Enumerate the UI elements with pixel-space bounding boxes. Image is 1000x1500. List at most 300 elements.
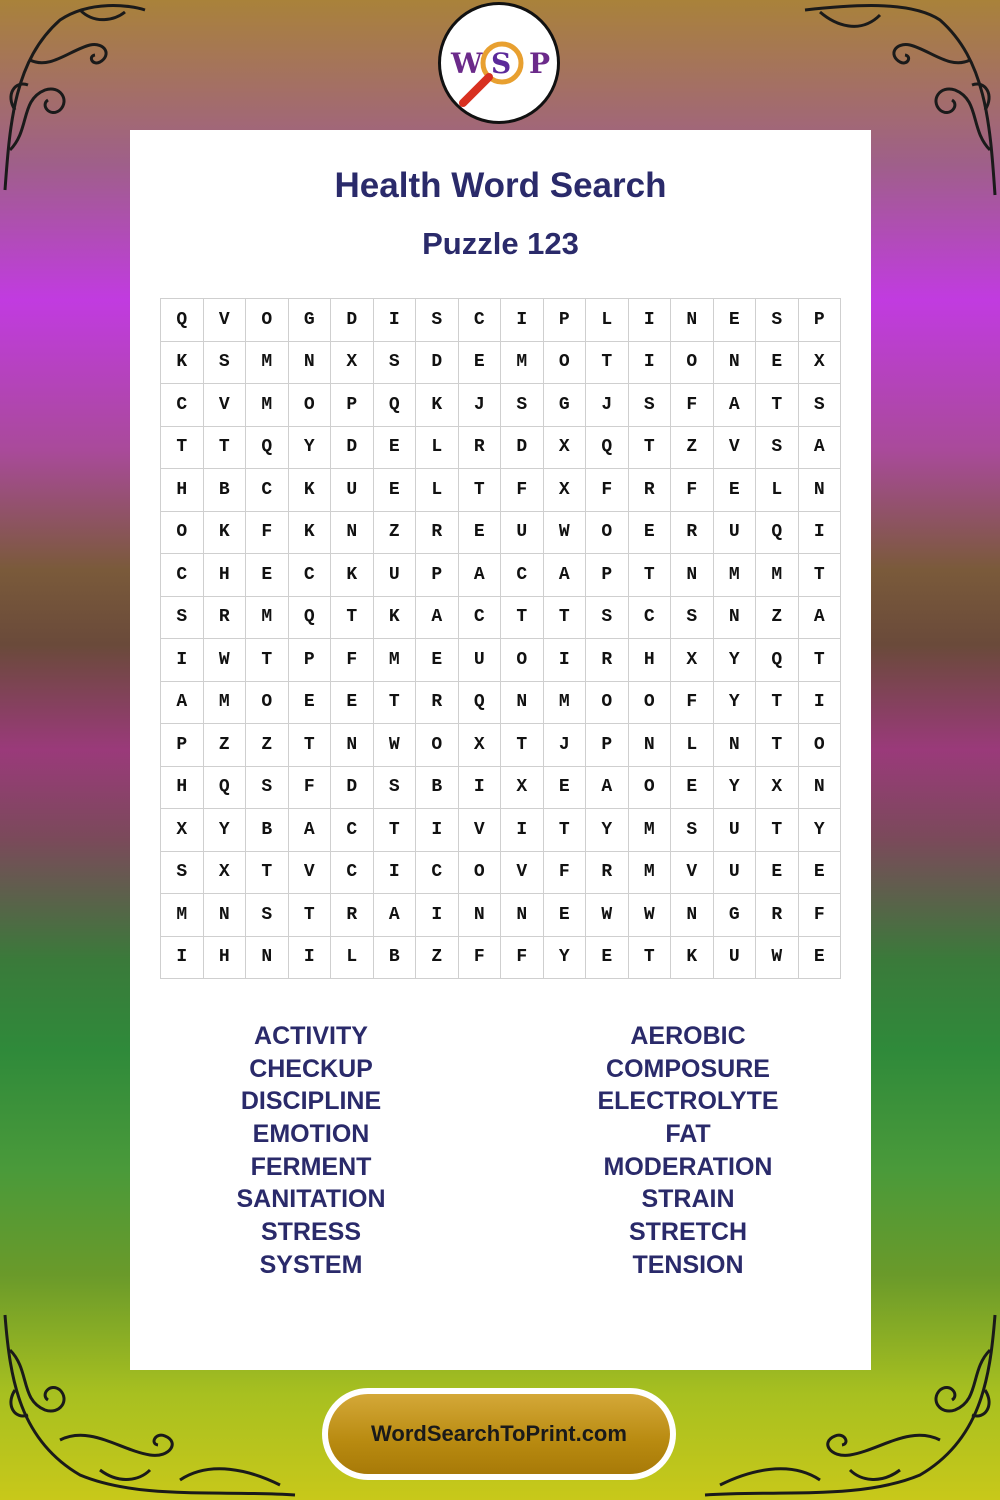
grid-cell[interactable]: O — [501, 639, 544, 682]
grid-cell[interactable]: P — [543, 299, 586, 342]
grid-cell[interactable]: S — [671, 809, 714, 852]
word-list-item: STRAIN — [641, 1185, 735, 1214]
grid-cell[interactable]: T — [756, 384, 799, 427]
grid-cell[interactable]: E — [798, 936, 841, 979]
grid-cell[interactable]: Q — [586, 426, 629, 469]
grid-cell[interactable]: A — [586, 766, 629, 809]
grid-cell[interactable]: M — [246, 341, 289, 384]
grid-cell[interactable]: U — [501, 511, 544, 554]
grid-cell[interactable]: S — [501, 384, 544, 427]
grid-cell[interactable]: Q — [756, 511, 799, 554]
grid-cell[interactable]: C — [161, 384, 204, 427]
grid-cell[interactable]: I — [288, 936, 331, 979]
logo-letter-p: P — [529, 47, 551, 80]
grid-cell[interactable]: J — [458, 384, 501, 427]
grid-cell[interactable]: V — [501, 851, 544, 894]
puzzle-sheet — [130, 130, 871, 1370]
grid-cell[interactable]: P — [586, 724, 629, 767]
grid-cell[interactable]: R — [203, 596, 246, 639]
grid-row — [161, 851, 841, 894]
grid-cell[interactable]: I — [416, 894, 459, 937]
grid-cell[interactable]: S — [628, 384, 671, 427]
grid-cell[interactable]: L — [671, 724, 714, 767]
grid-cell[interactable]: T — [501, 724, 544, 767]
footer-link[interactable]: WordSearchToPrint.com — [328, 1394, 670, 1474]
grid-cell[interactable]: C — [416, 851, 459, 894]
grid-cell[interactable]: T — [756, 724, 799, 767]
grid-cell[interactable]: Y — [543, 936, 586, 979]
word-list-item: MODERATION — [603, 1152, 773, 1181]
grid-row — [161, 936, 841, 979]
grid-cell[interactable]: N — [798, 766, 841, 809]
corner-flourish-icon — [0, 0, 150, 200]
word-list-item: COMPOSURE — [606, 1054, 770, 1083]
word-list-item: TENSION — [632, 1250, 744, 1279]
grid-cell[interactable]: O — [586, 511, 629, 554]
grid-cell[interactable]: E — [373, 469, 416, 512]
grid-cell[interactable]: T — [161, 426, 204, 469]
grid-cell[interactable]: Z — [416, 936, 459, 979]
grid-cell[interactable]: F — [543, 851, 586, 894]
grid-cell[interactable]: P — [798, 299, 841, 342]
grid-cell[interactable]: U — [458, 639, 501, 682]
grid-cell[interactable]: N — [246, 936, 289, 979]
grid-cell[interactable]: T — [798, 639, 841, 682]
grid-cell[interactable]: C — [331, 809, 374, 852]
grid-cell[interactable]: N — [671, 894, 714, 937]
grid-cell[interactable]: E — [331, 681, 374, 724]
grid-cell[interactable]: H — [628, 639, 671, 682]
grid-cell[interactable]: W — [586, 894, 629, 937]
grid-cell[interactable]: A — [798, 596, 841, 639]
grid-cell[interactable]: R — [756, 894, 799, 937]
grid-cell[interactable]: T — [331, 596, 374, 639]
grid-cell[interactable]: T — [373, 809, 416, 852]
grid-cell[interactable]: E — [586, 936, 629, 979]
corner-flourish-top-left — [0, 0, 150, 200]
grid-cell[interactable]: S — [671, 596, 714, 639]
grid-cell[interactable]: V — [671, 851, 714, 894]
grid-cell[interactable]: L — [416, 469, 459, 512]
word-list-right — [538, 1020, 838, 1282]
grid-cell[interactable]: L — [416, 426, 459, 469]
grid-row — [161, 681, 841, 724]
grid-cell[interactable]: T — [373, 681, 416, 724]
grid-cell[interactable]: R — [416, 681, 459, 724]
grid-row — [161, 341, 841, 384]
grid-cell[interactable]: Q — [756, 639, 799, 682]
grid-cell[interactable]: R — [416, 511, 459, 554]
grid-row — [161, 894, 841, 937]
grid-cell[interactable]: Q — [458, 681, 501, 724]
grid-cell[interactable]: B — [416, 766, 459, 809]
grid-cell[interactable]: D — [501, 426, 544, 469]
grid-cell[interactable]: R — [671, 511, 714, 554]
grid-cell[interactable]: Y — [288, 426, 331, 469]
grid-cell[interactable]: E — [671, 766, 714, 809]
grid-cell[interactable]: I — [501, 299, 544, 342]
grid-cell[interactable]: M — [373, 639, 416, 682]
grid-cell[interactable]: Z — [203, 724, 246, 767]
grid-cell[interactable]: E — [416, 639, 459, 682]
grid-cell[interactable]: V — [713, 426, 756, 469]
grid-cell[interactable]: Q — [288, 596, 331, 639]
grid-cell[interactable]: F — [458, 936, 501, 979]
grid-cell[interactable]: E — [756, 341, 799, 384]
grid-cell[interactable]: U — [713, 809, 756, 852]
grid-cell[interactable]: O — [161, 511, 204, 554]
grid-cell[interactable]: O — [416, 724, 459, 767]
grid-row — [161, 596, 841, 639]
grid-cell[interactable]: S — [586, 596, 629, 639]
grid-cell[interactable]: H — [161, 469, 204, 512]
grid-cell[interactable]: N — [798, 469, 841, 512]
word-list-item: DISCIPLINE — [240, 1087, 382, 1116]
grid-cell[interactable]: V — [203, 384, 246, 427]
grid-cell[interactable]: O — [246, 681, 289, 724]
grid-cell[interactable]: T — [458, 469, 501, 512]
grid-cell[interactable]: Y — [203, 809, 246, 852]
grid-cell[interactable]: M — [203, 681, 246, 724]
grid-cell[interactable]: H — [161, 766, 204, 809]
grid-cell[interactable]: K — [373, 596, 416, 639]
grid-cell[interactable]: R — [586, 639, 629, 682]
grid-cell[interactable]: I — [161, 639, 204, 682]
grid-cell[interactable]: F — [246, 511, 289, 554]
grid-cell[interactable]: O — [798, 724, 841, 767]
grid-cell[interactable]: R — [458, 426, 501, 469]
grid-cell[interactable]: V — [203, 299, 246, 342]
grid-cell[interactable]: I — [161, 936, 204, 979]
grid-cell[interactable]: M — [246, 384, 289, 427]
grid-cell[interactable]: W — [543, 511, 586, 554]
grid-cell[interactable]: Y — [713, 639, 756, 682]
grid-cell[interactable]: F — [586, 469, 629, 512]
grid-cell[interactable]: I — [798, 511, 841, 554]
grid-cell[interactable]: L — [331, 936, 374, 979]
grid-cell[interactable]: M — [501, 341, 544, 384]
site-logo — [438, 2, 560, 124]
grid-cell[interactable]: F — [501, 936, 544, 979]
grid-cell[interactable]: O — [586, 681, 629, 724]
grid-cell[interactable]: O — [543, 341, 586, 384]
grid-cell[interactable]: W — [373, 724, 416, 767]
grid-cell[interactable]: F — [798, 894, 841, 937]
letter-grid — [160, 298, 841, 979]
grid-cell[interactable]: E — [628, 511, 671, 554]
grid-cell[interactable]: N — [628, 724, 671, 767]
grid-cell[interactable]: K — [331, 554, 374, 597]
grid-cell[interactable]: I — [798, 681, 841, 724]
grid-cell[interactable]: X — [331, 341, 374, 384]
grid-cell[interactable]: I — [458, 766, 501, 809]
grid-cell[interactable]: S — [416, 299, 459, 342]
grid-cell[interactable]: S — [756, 299, 799, 342]
grid-cell[interactable]: X — [756, 766, 799, 809]
puzzle-number: Puzzle 123 — [422, 226, 579, 261]
grid-cell[interactable]: F — [671, 469, 714, 512]
word-list-item: CHECKUP — [249, 1054, 373, 1083]
grid-cell[interactable]: T — [756, 681, 799, 724]
grid-cell[interactable]: O — [458, 851, 501, 894]
grid-row — [161, 469, 841, 512]
grid-cell[interactable]: C — [246, 469, 289, 512]
grid-cell[interactable]: Z — [246, 724, 289, 767]
grid-cell[interactable]: I — [373, 299, 416, 342]
grid-cell[interactable]: L — [756, 469, 799, 512]
grid-cell[interactable]: N — [331, 724, 374, 767]
grid-cell[interactable]: F — [671, 384, 714, 427]
grid-cell[interactable]: T — [628, 426, 671, 469]
grid-cell[interactable]: A — [416, 596, 459, 639]
grid-cell[interactable]: B — [246, 809, 289, 852]
grid-cell[interactable]: A — [713, 384, 756, 427]
grid-cell[interactable]: O — [628, 681, 671, 724]
grid-cell[interactable]: E — [713, 299, 756, 342]
grid-cell[interactable]: T — [246, 639, 289, 682]
grid-cell[interactable]: E — [458, 341, 501, 384]
word-list-item: STRETCH — [628, 1218, 748, 1247]
grid-cell[interactable]: Z — [756, 596, 799, 639]
grid-cell[interactable]: U — [713, 851, 756, 894]
grid-cell[interactable]: T — [756, 809, 799, 852]
grid-cell[interactable]: N — [458, 894, 501, 937]
grid-cell[interactable]: O — [671, 341, 714, 384]
grid-cell[interactable]: X — [458, 724, 501, 767]
grid-cell[interactable]: G — [288, 299, 331, 342]
grid-cell[interactable]: P — [586, 554, 629, 597]
grid-cell[interactable]: X — [161, 809, 204, 852]
grid-cell[interactable]: I — [628, 341, 671, 384]
grid-row — [161, 766, 841, 809]
grid-cell[interactable]: N — [671, 554, 714, 597]
grid-cell[interactable]: Q — [161, 299, 204, 342]
grid-cell[interactable]: A — [161, 681, 204, 724]
grid-cell[interactable]: S — [373, 341, 416, 384]
grid-cell[interactable]: I — [416, 809, 459, 852]
grid-cell[interactable]: P — [416, 554, 459, 597]
grid-cell[interactable]: R — [628, 469, 671, 512]
grid-cell[interactable]: M — [543, 681, 586, 724]
word-list-item: AEROBIC — [630, 1022, 746, 1050]
grid-cell[interactable]: K — [288, 469, 331, 512]
grid-cell[interactable]: R — [331, 894, 374, 937]
grid-cell[interactable]: K — [161, 341, 204, 384]
grid-cell[interactable]: C — [458, 299, 501, 342]
grid-row — [161, 639, 841, 682]
grid-cell[interactable]: O — [246, 299, 289, 342]
word-list-item: EMOTION — [252, 1120, 370, 1149]
grid-cell[interactable]: S — [756, 426, 799, 469]
grid-cell[interactable]: D — [331, 299, 374, 342]
grid-cell[interactable]: I — [543, 639, 586, 682]
grid-cell[interactable]: N — [331, 511, 374, 554]
grid-cell[interactable]: O — [628, 766, 671, 809]
page-title: Health Word Search — [334, 166, 667, 205]
grid-cell[interactable]: N — [713, 341, 756, 384]
grid-cell[interactable]: U — [713, 511, 756, 554]
grid-cell[interactable]: C — [161, 554, 204, 597]
grid-cell[interactable]: N — [288, 341, 331, 384]
grid-cell[interactable]: S — [246, 894, 289, 937]
grid-cell[interactable]: Y — [713, 766, 756, 809]
grid-cell[interactable]: T — [628, 936, 671, 979]
grid-cell[interactable]: Z — [373, 511, 416, 554]
grid-cell[interactable]: Q — [203, 766, 246, 809]
grid-cell[interactable]: M — [756, 554, 799, 597]
grid-cell[interactable]: A — [543, 554, 586, 597]
grid-cell[interactable]: K — [288, 511, 331, 554]
grid-cell[interactable]: F — [331, 639, 374, 682]
grid-cell[interactable]: C — [331, 851, 374, 894]
grid-cell[interactable]: N — [203, 894, 246, 937]
grid-cell[interactable]: G — [543, 384, 586, 427]
grid-cell[interactable]: E — [543, 894, 586, 937]
grid-cell[interactable]: W — [756, 936, 799, 979]
grid-cell[interactable]: W — [203, 639, 246, 682]
grid-cell[interactable]: C — [628, 596, 671, 639]
grid-cell[interactable]: B — [203, 469, 246, 512]
grid-cell[interactable]: Q — [373, 384, 416, 427]
grid-cell[interactable]: O — [288, 384, 331, 427]
grid-cell[interactable]: I — [373, 851, 416, 894]
grid-cell[interactable]: A — [288, 809, 331, 852]
grid-cell[interactable]: T — [543, 809, 586, 852]
grid-cell[interactable]: E — [458, 511, 501, 554]
grid-cell[interactable]: X — [501, 766, 544, 809]
grid-cell[interactable]: K — [416, 384, 459, 427]
grid-cell[interactable]: N — [713, 596, 756, 639]
grid-cell[interactable]: M — [161, 894, 204, 937]
grid-row — [161, 426, 841, 469]
grid-cell[interactable]: Q — [246, 426, 289, 469]
grid-cell[interactable]: E — [543, 766, 586, 809]
word-list-item: ACTIVITY — [254, 1022, 368, 1050]
word-list-item: ELECTROLYTE — [597, 1087, 779, 1116]
grid-cell[interactable]: P — [161, 724, 204, 767]
grid-cell[interactable]: C — [288, 554, 331, 597]
grid-cell[interactable]: V — [458, 809, 501, 852]
grid-row — [161, 724, 841, 767]
grid-cell[interactable]: S — [161, 596, 204, 639]
grid-cell[interactable]: C — [501, 554, 544, 597]
grid-cell[interactable]: U — [373, 554, 416, 597]
grid-cell[interactable]: S — [161, 851, 204, 894]
grid-cell[interactable]: T — [586, 341, 629, 384]
grid-cell[interactable]: D — [331, 426, 374, 469]
word-list-left — [161, 1020, 461, 1282]
grid-cell[interactable]: X — [671, 639, 714, 682]
grid-cell[interactable]: P — [331, 384, 374, 427]
grid-cell[interactable]: Z — [671, 426, 714, 469]
grid-cell[interactable]: I — [628, 299, 671, 342]
grid-cell[interactable]: K — [203, 511, 246, 554]
grid-cell[interactable]: N — [501, 894, 544, 937]
grid-cell[interactable]: J — [543, 724, 586, 767]
grid-cell[interactable]: A — [798, 426, 841, 469]
footer-banner[interactable] — [322, 1388, 676, 1480]
grid-cell[interactable]: X — [798, 341, 841, 384]
grid-cell[interactable]: X — [543, 426, 586, 469]
grid-cell[interactable]: T — [288, 894, 331, 937]
grid-cell[interactable]: Y — [713, 681, 756, 724]
grid-cell[interactable]: X — [543, 469, 586, 512]
grid-cell[interactable]: F — [501, 469, 544, 512]
grid-cell[interactable]: E — [288, 681, 331, 724]
grid-cell[interactable]: C — [458, 596, 501, 639]
grid-cell[interactable]: W — [628, 894, 671, 937]
grid-cell[interactable]: M — [246, 596, 289, 639]
grid-cell[interactable]: N — [501, 681, 544, 724]
logo-letter-s: S — [491, 47, 512, 80]
grid-cell[interactable]: V — [288, 851, 331, 894]
grid-cell[interactable]: J — [586, 384, 629, 427]
grid-cell[interactable]: L — [586, 299, 629, 342]
grid-cell[interactable]: T — [543, 596, 586, 639]
grid-cell[interactable]: D — [416, 341, 459, 384]
grid-cell[interactable]: S — [203, 341, 246, 384]
grid-cell[interactable]: M — [628, 851, 671, 894]
grid-cell[interactable]: T — [246, 851, 289, 894]
grid-cell[interactable]: E — [798, 851, 841, 894]
grid-cell[interactable]: H — [203, 936, 246, 979]
grid-cell[interactable]: U — [331, 469, 374, 512]
grid-cell[interactable]: Y — [798, 809, 841, 852]
grid-cell[interactable]: E — [756, 851, 799, 894]
grid-cell[interactable]: D — [331, 766, 374, 809]
grid-cell[interactable]: S — [246, 766, 289, 809]
grid-cell[interactable]: T — [628, 554, 671, 597]
grid-row — [161, 554, 841, 597]
grid-cell[interactable]: M — [628, 809, 671, 852]
grid-cell[interactable]: A — [458, 554, 501, 597]
grid-cell[interactable]: N — [671, 299, 714, 342]
grid-cell[interactable]: R — [586, 851, 629, 894]
grid-cell[interactable]: T — [501, 596, 544, 639]
grid-cell[interactable]: T — [798, 554, 841, 597]
grid-cell[interactable]: T — [203, 426, 246, 469]
word-list-item: STRESS — [260, 1218, 362, 1247]
grid-cell[interactable]: S — [373, 766, 416, 809]
grid-cell[interactable]: S — [798, 384, 841, 427]
grid-cell[interactable]: G — [713, 894, 756, 937]
grid-cell[interactable]: E — [713, 469, 756, 512]
grid-cell[interactable]: U — [713, 936, 756, 979]
grid-cell[interactable]: E — [373, 426, 416, 469]
grid-cell[interactable]: T — [288, 724, 331, 767]
grid-cell[interactable]: F — [288, 766, 331, 809]
grid-cell[interactable]: F — [671, 681, 714, 724]
grid-cell[interactable]: B — [373, 936, 416, 979]
grid-cell[interactable]: I — [501, 809, 544, 852]
word-list-item: SANITATION — [236, 1185, 386, 1214]
grid-cell[interactable]: N — [713, 724, 756, 767]
grid-cell[interactable]: M — [713, 554, 756, 597]
grid-cell[interactable]: Y — [586, 809, 629, 852]
grid-cell[interactable]: K — [671, 936, 714, 979]
word-list-item: FERMENT — [250, 1152, 372, 1181]
grid-cell[interactable]: A — [373, 894, 416, 937]
grid-row — [161, 809, 841, 852]
grid-cell[interactable]: E — [246, 554, 289, 597]
grid-cell[interactable]: X — [203, 851, 246, 894]
grid-cell[interactable]: H — [203, 554, 246, 597]
grid-cell[interactable]: P — [288, 639, 331, 682]
logo-letter-w: W — [451, 47, 483, 80]
grid-row — [161, 511, 841, 554]
grid-row — [161, 384, 841, 427]
grid-row — [161, 299, 841, 342]
